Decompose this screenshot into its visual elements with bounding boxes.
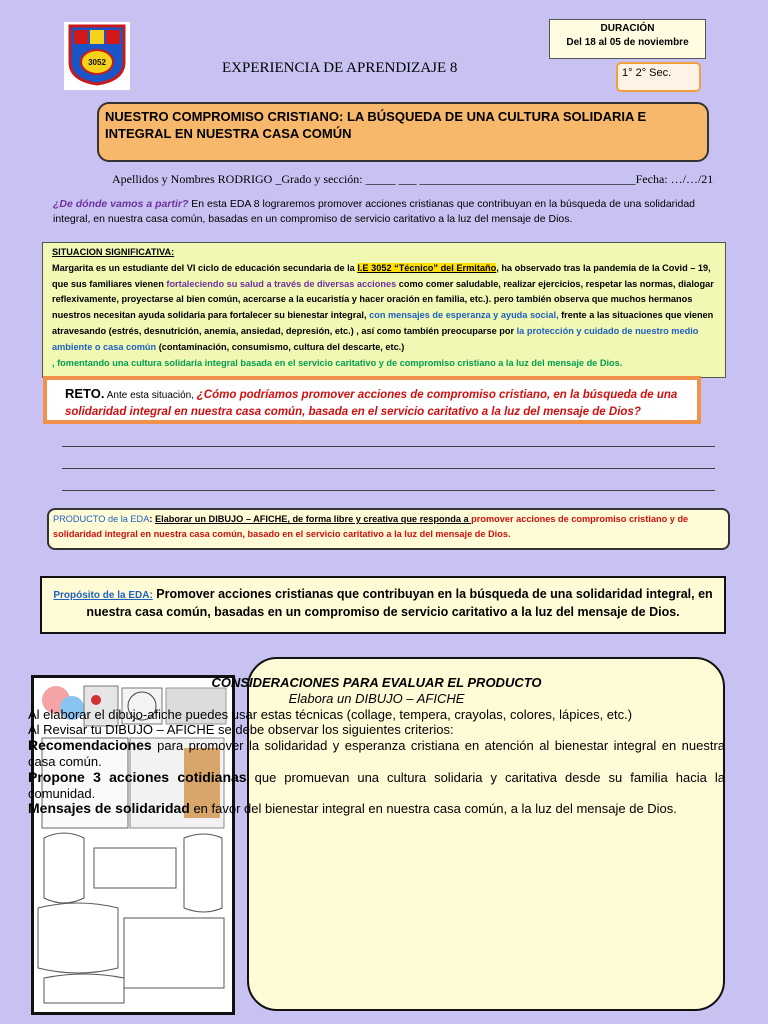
situation-highlight: con mensajes de esperanza y ayuda social, — [369, 310, 559, 321]
criterion-solidarity-messages — [28, 801, 725, 817]
situation-text-part: Margarita es un estudiante del VI ciclo de educación secundaria de la — [52, 262, 358, 273]
theme-banner: NUESTRO COMPROMISO CRISTIANO: LA BÚSQUEDA DE UNA CULTURA SOLIDARIA E INTEGRAL EN NUESTRA CASA COMÚN — [97, 102, 709, 162]
situation-highlight: fortaleciendo su salud a través de diversas acciones — [166, 278, 397, 289]
product-label: PRODUCTO de la EDA — [53, 514, 150, 524]
criterion-title: Propone 3 acciones cotidianas — [28, 768, 247, 785]
situation-text-part: como comer saludable, realizar ejercicios, respetar las normas, dialogar reflexivamente, proyectarse al bien común, acercarse a la eucaristía y hacer oración en familia, etc.). pero también observa que muchos hermanos nuestros necesitan ayuda solidaria para fortalecer su bienestar integral, — [52, 278, 714, 321]
answer-line[interactable] — [62, 446, 715, 447]
challenge-box — [43, 376, 701, 424]
answer-line[interactable] — [62, 468, 715, 469]
product-box — [47, 508, 730, 550]
product-main: Elaborar un DIBUJO – AFICHE, de forma libre y creativa que responda a — [154, 514, 472, 524]
grade-section-box: 1° 2° Sec. — [616, 62, 701, 92]
criterion-text: que promuevan una cultura solidaria y caritativa desde su familia hacia la comunidad. — [28, 769, 725, 801]
school-name: I.E 3052 “Técnico” del Ermitaño — [357, 262, 497, 273]
duration-dates: Del 18 al 05 de noviembre — [566, 37, 689, 48]
challenge-intro: Ante esta situación, — [104, 390, 197, 401]
considerations-subtitle: Elabora un DIBUJO – AFICHE — [288, 690, 465, 706]
criterion-daily-actions — [28, 770, 725, 802]
significant-situation-box — [42, 242, 726, 378]
answer-line[interactable] — [62, 490, 715, 491]
challenge-label: RETO. — [65, 386, 105, 401]
duration-box — [549, 19, 706, 59]
criterion-title: Recomendaciones — [28, 737, 152, 754]
challenge-question: ¿Cómo podríamos promover acciones de compromiso cristiano, en la búsqueda de una solidaridad integral en nuestra casa común, basada en el servicio caritativo a la luz del mensaje de Dios? — [65, 389, 678, 418]
duration-label: DURACIÓN — [600, 23, 655, 34]
situation-highlight: , fomentando una cultura solidaria integral basada en el servicio caritativo y de compromiso cristiano a la luz del mensaje de Dios. — [52, 357, 623, 368]
criterion-text: para promover la solidaridad y esperanza cristiana en atención al bienestar integral en nuestra casa común. — [28, 738, 725, 769]
school-logo — [64, 22, 130, 90]
starting-point-question: ¿De dónde vamos a partir? — [53, 198, 189, 210]
situation-text — [52, 261, 716, 372]
purpose-box — [40, 576, 726, 634]
situation-text-part: (contaminación, consumismo, cultura del descarte, etc.) — [156, 341, 405, 352]
situation-text-part: frente a las situaciones que vienen atravesando (estrés, desnutrición, anemia, ansiedad, depresión, etc.) , así como también preocuparse por — [52, 310, 714, 336]
criterion-recommendations — [28, 738, 725, 770]
starting-point-paragraph — [53, 197, 718, 227]
purpose-text: Promover acciones cristianas que contribuyan en la búsqueda de una solidaridad integral, en nuestra casa común, basadas en un compromiso de servicio caritativo a la luz del mensaje de Dios. — [86, 587, 713, 619]
situation-text-part: , ha observado tras la pandemia de la Covid – 19, que sus familiares vienen — [52, 262, 711, 289]
criterion-text: en favor del bienestar integral en nuestra casa común, a la luz del mensaje de Dios. — [189, 801, 677, 817]
situation-highlight: la protección y cuidado de nuestro medio ambiente o casa común — [52, 325, 699, 352]
considerations-techniques: Al elaborar el dibujo-afiche puedes usar estas técnicas (collage, tempera, crayolas, colores, lápices, etc.) — [28, 706, 633, 722]
considerations-title: CONSIDERACIONES PARA EVALUAR EL PRODUCTO — [211, 675, 542, 690]
logo-number: 3052 — [88, 58, 106, 67]
page-title: EXPERIENCIA DE APRENDIZAJE 8 — [222, 60, 458, 76]
starting-point-text: En esta EDA 8 lograremos promover acciones cristianas que contribuyan en la búsqueda de una solidaridad integral, en nuestra casa común, basadas en un compromiso de servicio caritativo a la luz del mensaje de Dios. — [53, 198, 696, 225]
school-shield-icon — [68, 24, 126, 86]
criterion-title: Mensajes de solidaridad — [28, 800, 190, 817]
situation-heading: SITUACION SIGNIFICATIVA: — [52, 247, 175, 257]
considerations-criteria-intro: Al Revisar tu DIBUJO – AFICHE se debe observar los siguientes criterios: — [28, 722, 454, 738]
product-goal: promover acciones de compromiso cristiano y de solidaridad integral en nuestra casa común, basado en el servicio caritativo a la luz del mensaje de Dios. — [53, 514, 689, 539]
purpose-label: Propósito de la EDA: — [53, 590, 153, 601]
student-info-line: Apellidos y Nombres RODRIGO _Grado y sección: _____ ___ ____________________________________Fecha: …/…/21 — [112, 172, 714, 186]
evaluation-considerations — [28, 675, 725, 817]
product-colon: : — [149, 514, 155, 524]
